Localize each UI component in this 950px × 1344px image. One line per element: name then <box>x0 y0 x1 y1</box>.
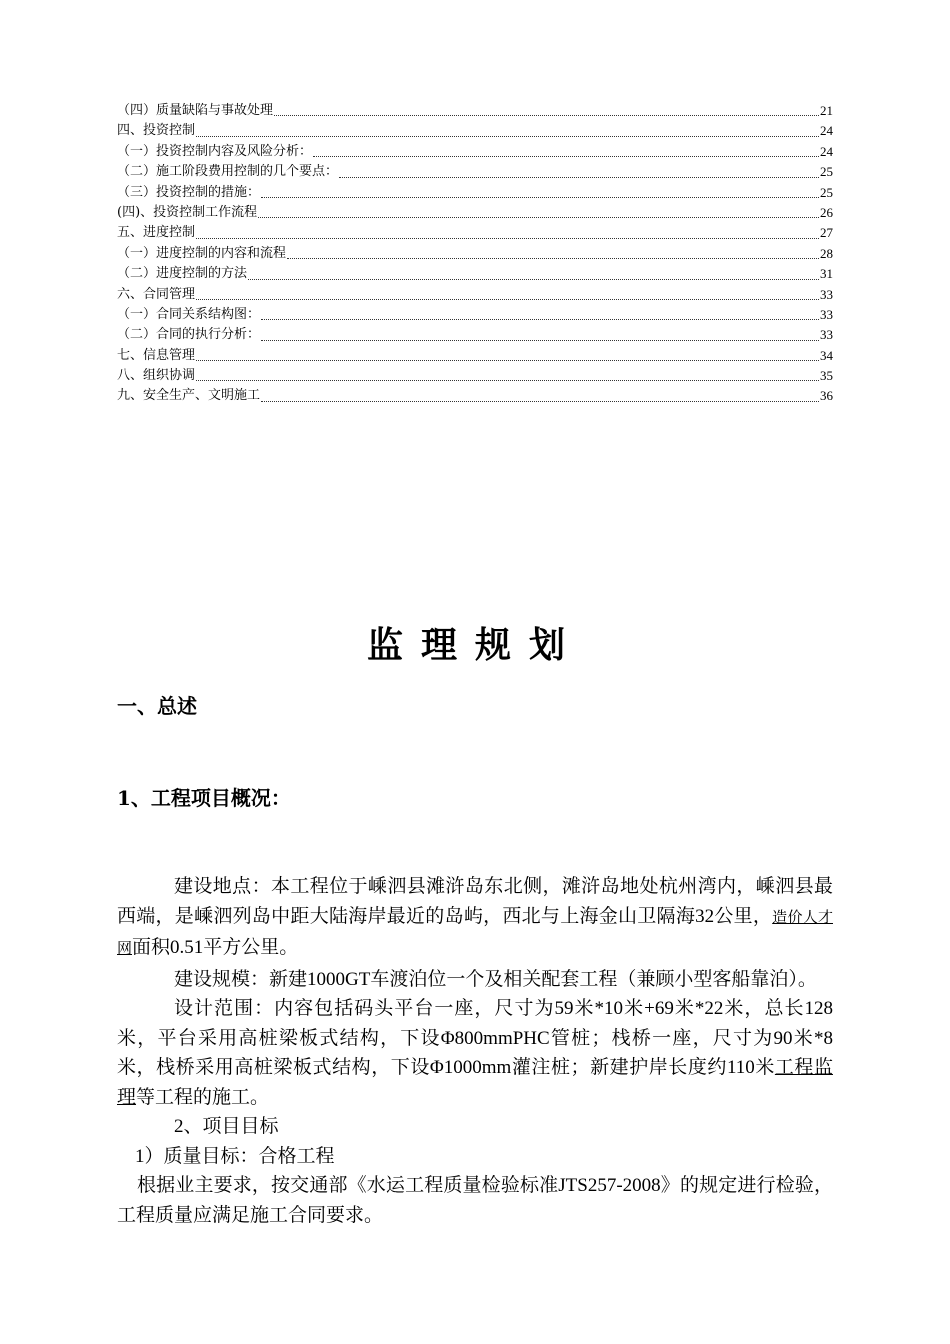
toc-leader-dots <box>261 401 819 402</box>
toc-entry[interactable] <box>117 101 833 121</box>
table-of-contents <box>117 101 833 407</box>
toc-leader-dots <box>258 217 819 218</box>
toc-leader-dots <box>261 319 819 320</box>
toc-entry-page: 35 <box>820 368 833 384</box>
toc-leader-dots <box>261 197 819 198</box>
toc-leader-dots <box>248 279 819 280</box>
toc-leader-dots <box>196 136 819 137</box>
toc-entry[interactable] <box>117 305 833 325</box>
toc-entry[interactable] <box>117 183 833 203</box>
toc-entry-label: 八、组织协调 <box>117 368 196 384</box>
toc-entry-label: 五、进度控制 <box>117 225 196 241</box>
toc-entry-page: 27 <box>820 225 833 241</box>
document-title: 监理规划 <box>366 624 583 666</box>
toc-entry-label: （一）进度控制的内容和流程 <box>117 245 287 261</box>
toc-entry[interactable] <box>117 223 833 243</box>
toc-entry-page: 26 <box>820 204 833 220</box>
toc-entry-label: （四）质量缺陷与事故处理 <box>117 102 274 118</box>
section-heading-overview: 一、总述 <box>117 694 197 718</box>
toc-entry-label: 四、投资控制 <box>117 123 196 139</box>
toc-entry[interactable] <box>117 203 833 223</box>
toc-entry-label: （二）合同的执行分析： <box>117 327 261 343</box>
toc-entry-page: 33 <box>820 306 833 322</box>
toc-leader-dots <box>287 258 819 259</box>
scope-link[interactable]: 工程监理 <box>117 1057 833 1108</box>
paragraph-location <box>117 872 833 965</box>
toc-entry-page: 28 <box>820 245 833 261</box>
paragraph-inspection-basis: 根据业主要求，按交通部《水运工程质量检验标准JTS257-2008》的规定进行检验，工程质量应满足施工合同要求。 <box>117 1175 833 1226</box>
section-heading-project-overview: 1、工程项目概况： <box>117 786 291 810</box>
toc-entry[interactable] <box>117 162 833 182</box>
toc-leader-dots <box>261 340 819 341</box>
toc-entry-page: 36 <box>820 388 833 404</box>
toc-entry[interactable] <box>117 285 833 305</box>
toc-entry-label: （二）进度控制的方法 <box>117 266 248 282</box>
toc-entry[interactable] <box>117 121 833 141</box>
toc-entry[interactable] <box>117 325 833 345</box>
toc-entry-page: 25 <box>820 164 833 180</box>
toc-entry-label: 九、安全生产、文明施工 <box>117 388 261 404</box>
paragraph-scope <box>117 994 833 1112</box>
toc-entry[interactable] <box>117 366 833 386</box>
toc-leader-dots <box>196 360 819 361</box>
toc-entry[interactable] <box>117 264 833 284</box>
scope-text-b: 等工程的施工。 <box>136 1086 270 1108</box>
location-text-b: 面积0.51平方公里。 <box>132 937 299 958</box>
toc-entry-page: 31 <box>820 266 833 282</box>
toc-leader-dots <box>196 380 819 381</box>
toc-leader-dots <box>313 156 819 157</box>
toc-entry[interactable] <box>117 346 833 366</box>
toc-entry[interactable] <box>117 244 833 264</box>
toc-entry[interactable] <box>117 386 833 406</box>
toc-entry-page: 33 <box>820 286 833 302</box>
toc-leader-dots <box>196 238 819 239</box>
toc-leader-dots <box>274 115 819 116</box>
toc-entry-page: 21 <box>820 102 833 118</box>
toc-entry-label: 七、信息管理 <box>117 347 196 363</box>
toc-entry-page: 33 <box>820 327 833 343</box>
toc-entry[interactable] <box>117 142 833 162</box>
toc-entry-page: 24 <box>820 123 833 139</box>
toc-entry-label: （三）投资控制的措施： <box>117 184 261 200</box>
toc-leader-dots <box>196 299 819 300</box>
toc-entry-label: （二）施工阶段费用控制的几个要点： <box>117 164 339 180</box>
toc-entry-page: 24 <box>820 143 833 159</box>
toc-leader-dots <box>339 177 819 178</box>
paragraph-goals-heading: 2、项目目标 <box>174 1116 279 1137</box>
toc-entry-label: （一）投资控制内容及风险分析： <box>117 143 313 159</box>
toc-entry-label: (四)、投资控制工作流程 <box>117 204 258 220</box>
location-link[interactable]: 造价人才网 <box>117 909 833 957</box>
paragraph-scale: 建设规模：新建1000GT车渡泊位一个及相关配套工程（兼顾小型客船靠泊）。 <box>174 968 817 990</box>
paragraph-quality-goal: 1）质量目标：合格工程 <box>135 1145 335 1167</box>
toc-entry-label: （一）合同关系结构图： <box>117 306 261 322</box>
scope-text-a: 设计范围：内容包括码头平台一座，尺寸为59米*10米+69米*22米，总长128米，平台采用高桩梁板式结构，下设Φ800mmPHC管桩；栈桥一座，尺寸为90米*8米，栈桥采用高桩梁板式结构，下设Φ1000mm灌注桩；新建护岸长度约110米 <box>117 998 833 1078</box>
body-text <box>117 872 833 1230</box>
toc-entry-page: 34 <box>820 347 833 363</box>
toc-entry-label: 六、合同管理 <box>117 286 196 302</box>
toc-entry-page: 25 <box>820 184 833 200</box>
location-text-a: 建设地点：本工程位于嵊泗县滩浒岛东北侧，滩浒岛地处杭州湾内，嵊泗县最西端，是嵊泗列岛中距大陆海岸最近的岛屿，西北与上海金山卫隔海32公里， <box>117 876 833 927</box>
